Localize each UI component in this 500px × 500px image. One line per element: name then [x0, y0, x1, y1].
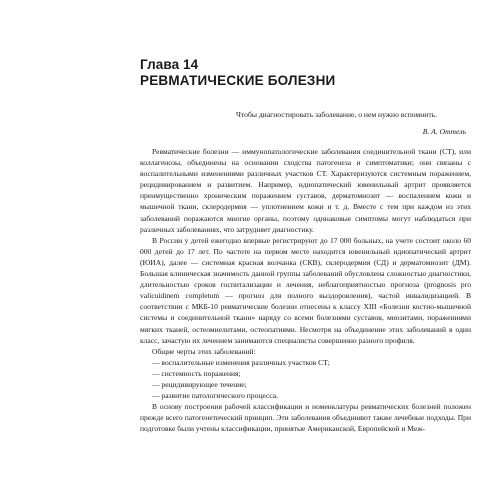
epigraph [236, 109, 466, 137]
body-text [140, 146, 471, 434]
list-item: — воспалительные изменения различных участков СТ; [152, 357, 330, 367]
list-item: — рецидивирующее течение; [152, 379, 247, 389]
chapter-title: РЕВМАТИЧЕСКИЕ БОЛЕЗНИ [140, 73, 336, 88]
list-item: — развитие патологического процесса. [152, 391, 278, 401]
chapter-label: Глава 14 [140, 57, 199, 72]
epigraph-text: Чтобы диагностировать заболевание, о нем нужно вспомнить. [236, 110, 438, 119]
epigraph-author: В. А. Оттель [422, 127, 466, 136]
list-item: — системность поражения; [152, 368, 241, 378]
paragraph-statistics: В России у детей ежегодно впервые регистрируют до 17 000 больных, на учете состоит около 60 000 детей до 17 лет. По частоте на первом месте находится ювенильный идиопатический артрит (ЮИА), далее — системная красная волчанка (СКВ), склеродермия (СД) и дерматомиозит (ДМ). Большая клиническая значимость данной группы заболеваний обусловлена сложностью диагностики, длительностью сроков госпитализации и лечения, неблагоприятностью прогноза (prognosis pro valicuidinem completum — прогноз для полного выздоровления), частой инвалидизацией. В соответствии с МКБ-10 ревматические болезни отнесены к классу XIII «Болезни костно-мышечной системы и соединительной ткани» наряду со всеми болезнями суставов, миозитами, поражениями мягких тканей, остеомиелитами, остеопатиями. Несмотря на объединение этих заболеваний в один класс, зачастую их лечением занимаются специалисты совершенно разного профиля. [140, 235, 471, 345]
paragraph-common-features: Общие черты этих заболеваний: [152, 346, 256, 356]
paragraph-intro: Ревматические болезни — иммунопатологические заболевания соединительной ткани (СТ), или коллагенозы, объединены на основании сходства патогенеза и симптоматики; они связаны с воспалительными изменениями различных участков СТ. Характеризуются системным поражением, рецидивированием и развитием. Например, идиопатический ювенильный артрит проявляется преимущественно хроническим поражением суставов, дерматомиозит — воспалением кожи и мышечной ткани, склеродермия — уплотнением кожи и т. д. Вместе с тем при каждом из этих заболеваний поражаются многие органы, поэтому одинаковые симптомы могут наблюдаться при различных заболеваниях, что затрудняет диагностику. [140, 147, 471, 234]
paragraph-classification: В основу построения рабочей классификации и номенклатуры ревматических болезней положен прежде всего патогенетический принцип. Эти заболевания объединяют также лечебные подходы. При подготовке были учтены классификации, принятые Американской, Европейской и Меж- [140, 402, 471, 434]
